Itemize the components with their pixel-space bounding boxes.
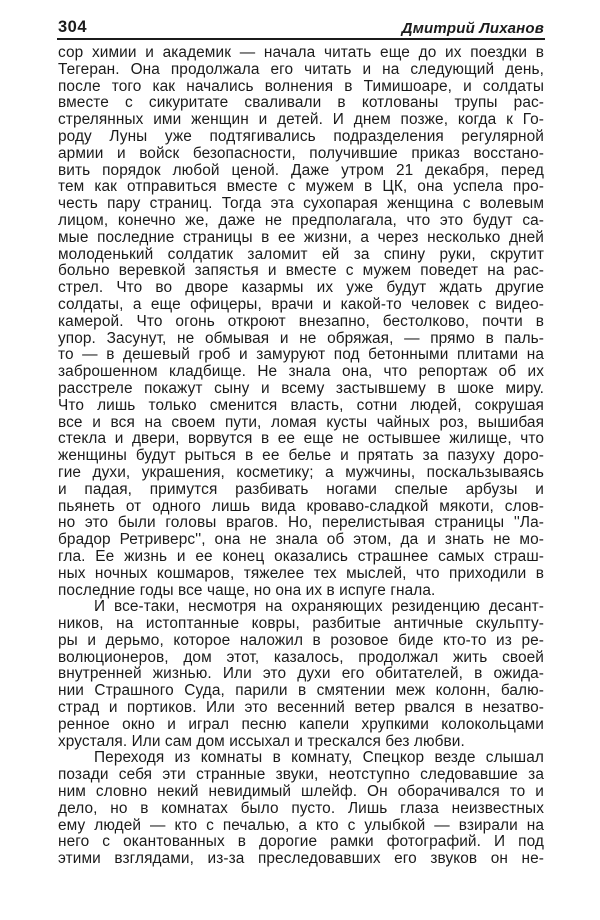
header-rule <box>57 38 545 40</box>
text-line: ры и дерьмо, которое наложил в розовое биде кто-то из ре- <box>58 631 544 649</box>
text-line: камерой. Что огонь откроют внезапно, бестолково, почти в <box>58 312 544 330</box>
text-line: молоденький солдатик заломит ей за спину руки, скрутит <box>58 245 544 263</box>
text-line: стрелянных ими женщин и детей. И днем позже, когда к Го- <box>58 111 544 129</box>
text-line: тем как отправиться вместе с мужем в ЦК, она успела про- <box>58 178 544 196</box>
text-line: позади себя эти странные звуки, неотступно следовавшие за <box>58 766 544 784</box>
page-header <box>58 16 544 40</box>
text-line: вить порядок любой ценой. Даже утром 21 декабря, перед <box>58 161 544 179</box>
text-line: внутренней жизнью. Или это духи его обитателей, в ожида- <box>58 665 544 683</box>
page-text <box>58 45 544 868</box>
text-line: и падая, примутся разбивать ногами спелые арбузы и <box>58 480 544 498</box>
text-line: стекла и двери, ворвутся в ее еще не остывшее жилище, что <box>58 430 544 448</box>
text-line: но это были головы врагов. Но, перелистывая страницы ''Ла- <box>58 514 544 532</box>
text-line: Что лишь только сменится власть, сотни людей, сокрушая <box>58 396 544 414</box>
text-line: И все-таки, несмотря на охраняющих резиденцию десант- <box>94 598 544 616</box>
running-head-author: Дмитрий Лиханов <box>401 20 544 37</box>
text-line: Тегеран. Она продолжала его читать и на следующий день, <box>58 60 544 78</box>
text-line: гла. Ее жизнь и ее конец оказались страшнее самых страш- <box>58 547 544 565</box>
text-line: больно веревкой запястья и вместе с мужем поведет на рас- <box>58 262 544 280</box>
text-line: последние годы все чаще, но она их в испуге гнала. <box>58 581 436 599</box>
text-line: упор. Засунут, не обмывая и не обряжая, — прямо в паль- <box>58 329 544 347</box>
text-line: армии и войск безопасности, получившие приказ восстано- <box>58 144 544 162</box>
text-line: заброшенном кладбище. Не знала она, что репортаж об их <box>58 363 544 381</box>
text-line: расстреле покажут сыну и всему застывшему в шоке миру. <box>58 379 544 397</box>
text-line: сор химии и академик — начала читать еще до их поездки в <box>58 44 544 61</box>
text-line: этими взглядами, из-за преследовавших его звуков он не- <box>58 850 544 868</box>
text-line: волюционеров, дом этот, казалось, продолжал жить своей <box>58 648 544 666</box>
text-line: хрусталя. Или сам дом иссыхал и трескался без любви. <box>58 732 465 750</box>
text-line: ников, на истоптанные ковры, разбитые античные скульпту- <box>58 615 544 633</box>
text-line: честь пару страниц. Тогда эта сухопарая женщина с волевым <box>58 195 544 213</box>
text-line: мые последние страницы в ее жизни, а через несколько дней <box>58 228 544 246</box>
text-line: пьянеть от одного лишь вида кроваво-сладкой мякоти, слов- <box>58 497 544 515</box>
text-line: лицом, конечно же, даже не предполагала, что это будут са- <box>58 211 544 229</box>
text-line: ему людей — кто с печалью, а кто с улыбкой — взирали на <box>58 816 544 834</box>
text-line: то — в дешевый гроб и замуруют под бетонными плитами на <box>58 346 544 364</box>
page-number: 304 <box>58 18 88 36</box>
text-line: женщины будут рыться в ее белье и прятать за пазуху доро- <box>58 447 544 465</box>
text-line: Переходя из комнаты в комнату, Спецкор везде слышал <box>94 749 544 767</box>
text-line: дело, но в комнатах было пусто. Лишь глаза неизвестных <box>58 799 544 817</box>
text-line: брадор Ретриверс'', она не знала об этом, да и знать не мо- <box>58 531 544 549</box>
text-line: вместе с сикуритате сваливали в котлованы трупы рас- <box>58 94 544 112</box>
text-line: роду Луны уже подтягивались подразделения регулярной <box>58 127 544 145</box>
text-line: ных ночных кошмаров, тяжелее тех мыслей, что приходили в <box>58 564 544 582</box>
text-line: ним словно некий невидимый шлейф. Он оборачивался то и <box>58 783 544 801</box>
text-line: гие духи, украшения, косметику; а мужчины, поскальзываясь <box>58 463 544 481</box>
text-line: стрел. Что во дворе казармы их уже будут ждать другие <box>58 279 544 297</box>
text-line: после того как начались волнения в Тимишоаре, и солдаты <box>58 77 544 95</box>
text-line: все и вся на своем пути, ломая кусты чайных роз, вышибая <box>58 413 544 431</box>
text-line: солдаты, а еще офицеры, врачи и какой-то человек с видео- <box>58 295 544 313</box>
text-line: него с окантованных в дорогие рамки фотографий. И под <box>58 833 544 851</box>
text-line: нии Страшного Суда, парили в смятении меж колонн, балю- <box>58 682 544 700</box>
text-line: ренное окно и играл песню капели хрупкими колокольцами <box>58 715 544 733</box>
text-line: страд и портиков. Или это весенний ветер рвался в незатво- <box>58 699 544 717</box>
